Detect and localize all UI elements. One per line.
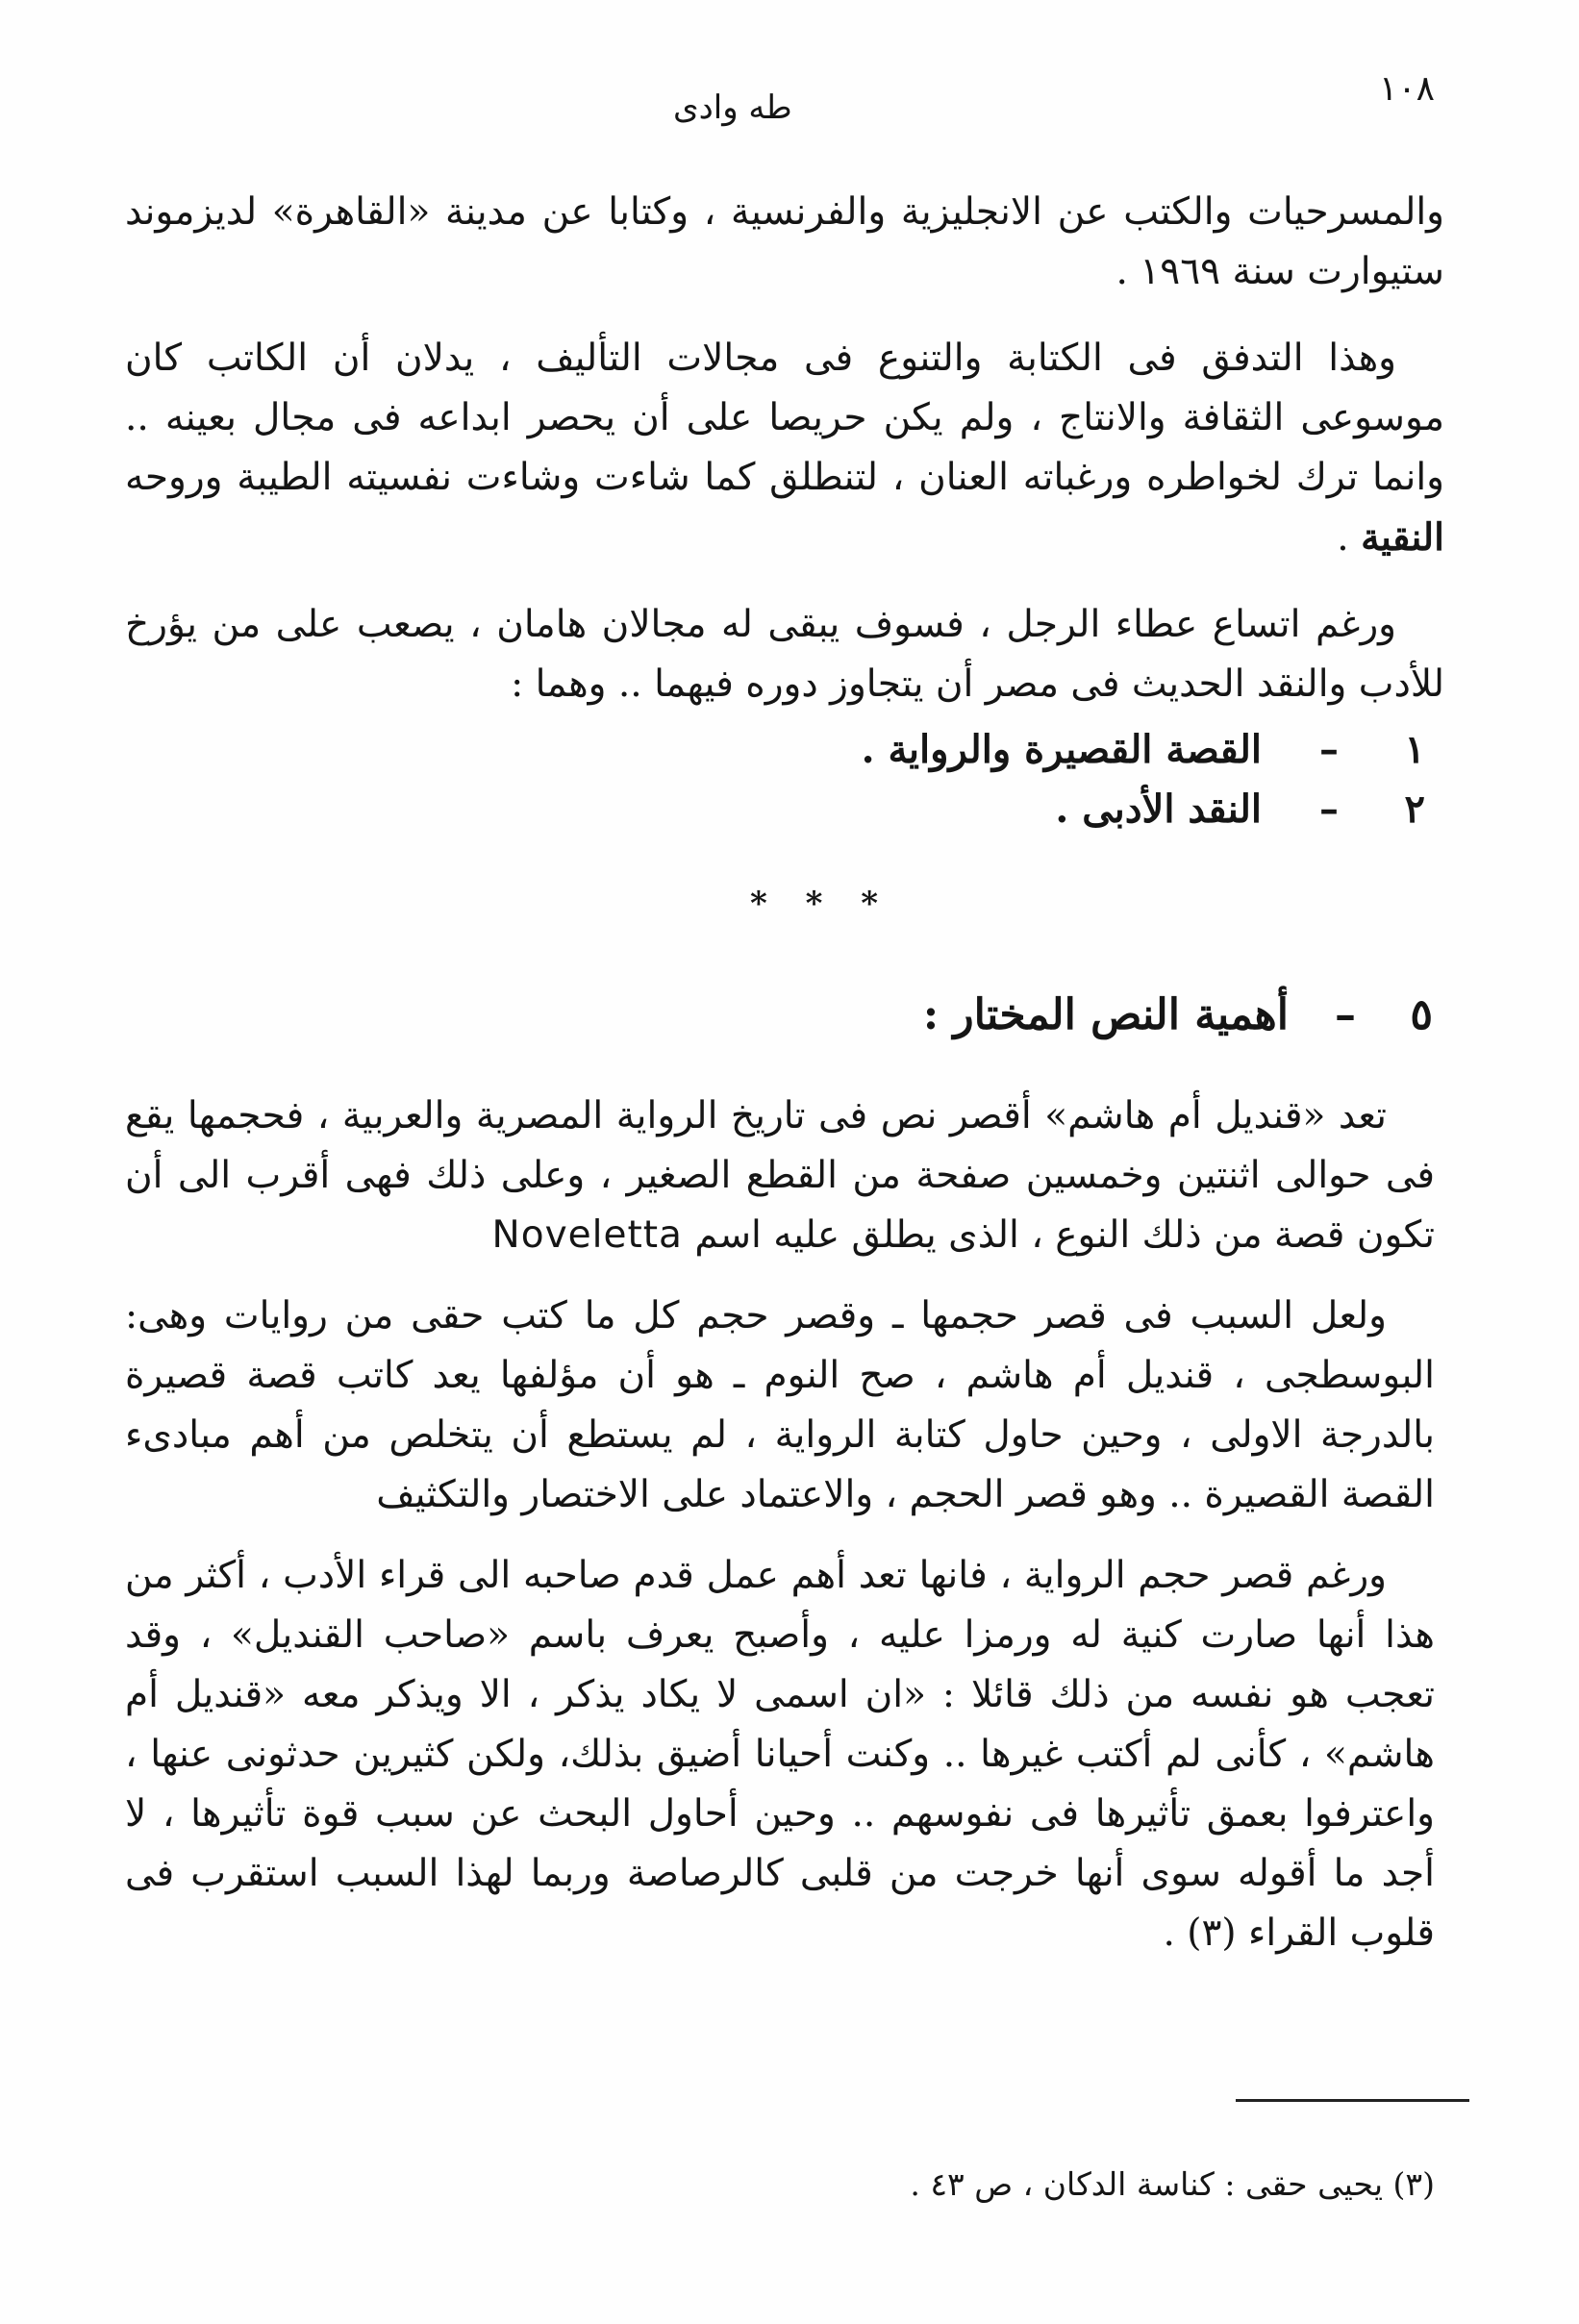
- paragraph: ورغم قصر حجم الرواية ، فانها تعد أهم عمل قدم صاحبه الى قراء الأدب ، أكثر من هذا أنها صارت كنية له ورمزا عليه ، وأصبح يعرف باسم «صاحب القنديل» ، وقد تعجب هو نفسه من ذلك قائلا : «ان اسمى لا يكاد يذكر ، الا ويذكر معه «قنديل أم هاشم» ، كأنى لم أكتب غيرها .. وكنت أحيانا أضيق بذلك، ولكن كثيرين حدثونى عنها ، واعترفوا بعمق تأثيرها فى نفوسهم .. وحين أحاول البحث عن سبب قوة تأثيرها ، لا أجد ما أقوله سوى أنها خرجت من قلبى كالرصاصة وربما لهذا السبب استقرب فى قلوب القراء (٣) .: [125, 1554, 1435, 1955]
- paragraph-text: تعد «قنديل أم هاشم» أقصر نص فى تاريخ الرواية المصرية والعربية ، فحجمها يقع فى حوالى اثنتين وخمسين صفحة من القطع الصغير ، وعلى ذلك فهى أقرب الى أن تكون قصة من ذلك النوع ، الذى يطلق عليه اسم: [125, 1094, 1435, 1257]
- paragraph: [125, 1087, 1435, 1265]
- paragraph: والمسرحيات والكتب عن الانجليزية والفرنسية ، وكتابا عن مدينة «القاهرة» لديزموند ستيوارت سنة ١٩٦٩ .: [125, 190, 1444, 293]
- list-item: [862, 721, 1425, 779]
- list-dash: –: [1319, 787, 1339, 832]
- paragraph: ولعل السبب فى قصر حجمها ـ وقصر حجم كل ما كتب حقى من روايات وهى: البوسطجى ، قنديل أم هاشم ، صح النوم ـ هو أن مؤلفها يعد كاتب قصة قصيرة بالدرجة الاولى ، وحين حاول كتابة الرواية ، لم يستطع أن يتخلص من أهم مبادىء القصة القصيرة .. وهو قصر الحجم ، والاعتماد على الاختصار والتكثيف: [125, 1294, 1435, 1516]
- footnote: (٣) يحيى حقى : كناسة الدكان ، ص ٤٣ .: [910, 2165, 1435, 2203]
- paragraph: [125, 329, 1444, 568]
- section-dash: –: [1335, 990, 1356, 1039]
- section-heading: [923, 990, 1433, 1039]
- list-number: ٢: [1404, 787, 1425, 832]
- section-separator: * * *: [750, 885, 892, 923]
- list-number: ١: [1404, 727, 1425, 772]
- section-text-block: [125, 1087, 1435, 1963]
- paragraph-text: وهذا التدفق فى الكتابة والتنوع فى مجالات التأليف ، يدلان أن الكاتب كان موسوعى الثقافة والانتاج ، ولم يكن حريصا على أن يحصر ابداعه فى مجال بعينه .. وانما ترك لخواطره ورغباته العنان ، لتنطلق كما شاءت وشاءت نفسيته الطيبة وروحه: [125, 337, 1444, 499]
- list-item: [1055, 781, 1425, 838]
- list-text: النقد الأدبى .: [1055, 787, 1262, 832]
- section-number: ٥: [1410, 990, 1433, 1039]
- running-title: طه وادى: [673, 88, 792, 127]
- paragraph: ورغم اتساع عطاء الرجل ، فسوف يبقى له مجالان هامان ، يصعب على من يؤرخ للأدب والنقد الحديث فى مصر أن يتجاوز دوره فيهما .. وهما :: [125, 603, 1444, 706]
- intro-text-block: [125, 183, 1444, 714]
- footnote-divider: [1236, 2099, 1469, 2102]
- list-text: القصة القصيرة والرواية .: [861, 727, 1262, 772]
- emphasized-word: النقية: [1361, 515, 1444, 560]
- section-title: أهمية النص المختار :: [922, 990, 1289, 1039]
- paragraph-end: .: [1337, 516, 1349, 560]
- page-number: ١٠٨: [1378, 69, 1435, 109]
- latin-term: Noveletta: [491, 1213, 683, 1257]
- list-dash: –: [1319, 727, 1339, 772]
